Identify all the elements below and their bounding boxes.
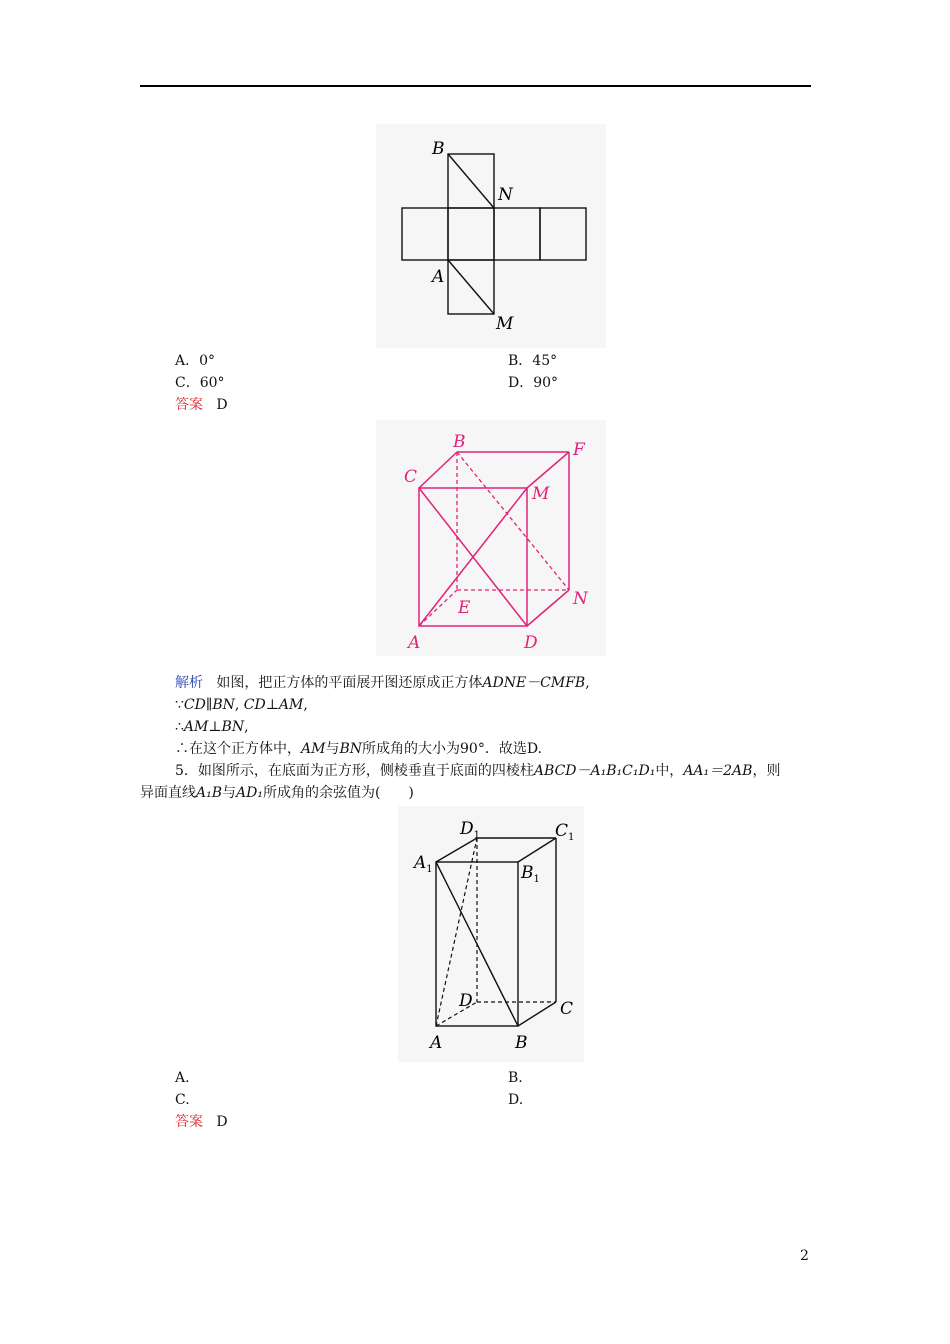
hidden-edge-ae bbox=[419, 590, 457, 626]
separator: , bbox=[234, 697, 244, 713]
header-rule bbox=[140, 85, 811, 87]
edge-mf bbox=[527, 452, 569, 488]
seg-bn: BN bbox=[212, 697, 235, 713]
cube-net-figure bbox=[376, 124, 606, 348]
line-4-start: ∴在这个正方体中， bbox=[175, 741, 301, 757]
answer-value: D bbox=[216, 397, 228, 413]
cube-net-diagram bbox=[376, 124, 606, 348]
q5-text-1: 如图所示，在底面为正方形，侧棱垂直于底面的四棱柱 bbox=[197, 763, 534, 779]
label-a: A bbox=[408, 633, 421, 653]
parallel-symbol: ∥ bbox=[205, 697, 213, 713]
q5-text-2: 中， bbox=[655, 763, 684, 779]
label-d: D bbox=[459, 991, 473, 1011]
q4-option-b: B．45° bbox=[508, 353, 558, 369]
cube-diagram bbox=[376, 420, 606, 656]
label-c1: $C_1$ bbox=[555, 821, 575, 843]
answer-value: D bbox=[216, 1114, 228, 1130]
q5-text-5: 与 bbox=[222, 785, 237, 801]
prism-figure bbox=[398, 806, 584, 1062]
solution-line-1 bbox=[175, 673, 590, 693]
seg-bn-4: BN bbox=[339, 741, 362, 757]
net-center-square bbox=[448, 208, 494, 260]
answer-label: 答案 bbox=[175, 397, 203, 413]
line-2-end: , bbox=[303, 697, 308, 713]
edge-cb bbox=[419, 452, 457, 488]
solution-text-1-end: , bbox=[585, 675, 590, 691]
diagonal-bn bbox=[448, 154, 494, 208]
solution-line-3 bbox=[175, 717, 249, 737]
line-4-end: 所成角的大小为90°．故选D. bbox=[362, 741, 542, 757]
label-f: F bbox=[573, 440, 585, 460]
perp-symbol-3: ⊥ bbox=[208, 719, 222, 735]
line-3-end: , bbox=[244, 719, 249, 735]
cube-name: ADNE－CMFB bbox=[482, 675, 586, 691]
q5-number: 5． bbox=[175, 763, 198, 779]
q5-option-b: B. bbox=[508, 1070, 523, 1086]
page-number: 2 bbox=[800, 1248, 809, 1264]
q5-line-1 bbox=[175, 761, 780, 781]
q5-option-a: A. bbox=[175, 1070, 190, 1086]
perp-symbol: ⊥ bbox=[265, 697, 279, 713]
cube-figure bbox=[376, 420, 606, 656]
q5-condition: AA₁＝2AB bbox=[683, 763, 753, 779]
diagonal-am bbox=[448, 260, 494, 314]
net-left-square bbox=[402, 208, 448, 260]
net-right-square bbox=[494, 208, 540, 260]
seg-am: AM bbox=[278, 697, 304, 713]
solution-text-1: 如图，把正方体的平面展开图还原成正方体 bbox=[216, 675, 483, 691]
label-n: N bbox=[573, 589, 588, 609]
q5-text-6: 所成角的余弦值为( ) bbox=[262, 785, 414, 801]
line-a1b: A₁B bbox=[196, 785, 223, 801]
q4-option-a: A．0° bbox=[175, 353, 216, 369]
label-m: M bbox=[496, 314, 514, 334]
seg-am-3: AM bbox=[183, 719, 209, 735]
net-far-right-square bbox=[540, 208, 586, 260]
label-a: A bbox=[432, 267, 445, 287]
label-n: N bbox=[498, 185, 513, 205]
solution-line-2 bbox=[175, 695, 308, 715]
edge-a1d1 bbox=[436, 838, 477, 862]
label-d: D bbox=[524, 633, 538, 653]
label-b: B bbox=[432, 139, 445, 159]
q4-option-d: D．90° bbox=[508, 375, 559, 391]
label-m: M bbox=[532, 484, 550, 504]
line-4-mid: 与 bbox=[325, 741, 340, 757]
therefore-symbol: ∴ bbox=[175, 719, 184, 735]
q5-text-3: ，则 bbox=[752, 763, 781, 779]
answer-label: 答案 bbox=[175, 1114, 203, 1130]
edge-bc bbox=[518, 1002, 556, 1026]
seg-cd-2: CD bbox=[243, 697, 266, 713]
seg-cd: CD bbox=[183, 697, 206, 713]
label-d1: $D_1$ bbox=[460, 819, 481, 841]
seg-am-4: AM bbox=[301, 741, 326, 757]
line-ad1: AD₁ bbox=[236, 785, 263, 801]
prism-name: ABCD－A₁B₁C₁D₁ bbox=[533, 763, 656, 779]
q5-line-2 bbox=[140, 783, 414, 803]
label-a: A bbox=[430, 1033, 443, 1053]
q4-option-c: C．60° bbox=[175, 375, 225, 391]
prism-diagram bbox=[398, 806, 584, 1062]
label-c: C bbox=[560, 999, 574, 1019]
solution-line-4 bbox=[175, 739, 542, 759]
q5-text-4: 异面直线 bbox=[140, 785, 196, 801]
q5-option-c: C. bbox=[175, 1092, 190, 1108]
edge-dn bbox=[527, 590, 569, 626]
q5-option-d: D. bbox=[508, 1092, 524, 1108]
solution-label: 解析 bbox=[175, 675, 203, 691]
label-b: B bbox=[515, 1033, 528, 1053]
label-e: E bbox=[458, 598, 471, 618]
edge-b1c1 bbox=[518, 838, 556, 862]
label-b1: $B_1$ bbox=[521, 863, 540, 885]
because-symbol: ∵ bbox=[175, 697, 184, 713]
label-b: B bbox=[453, 432, 466, 452]
q4-answer bbox=[175, 395, 228, 415]
label-a1: $A_1$ bbox=[414, 853, 433, 875]
q5-answer bbox=[175, 1112, 228, 1132]
seg-bn-3: BN bbox=[221, 719, 245, 735]
label-c: C bbox=[404, 467, 418, 487]
hidden-diagonal-bn bbox=[457, 452, 569, 590]
